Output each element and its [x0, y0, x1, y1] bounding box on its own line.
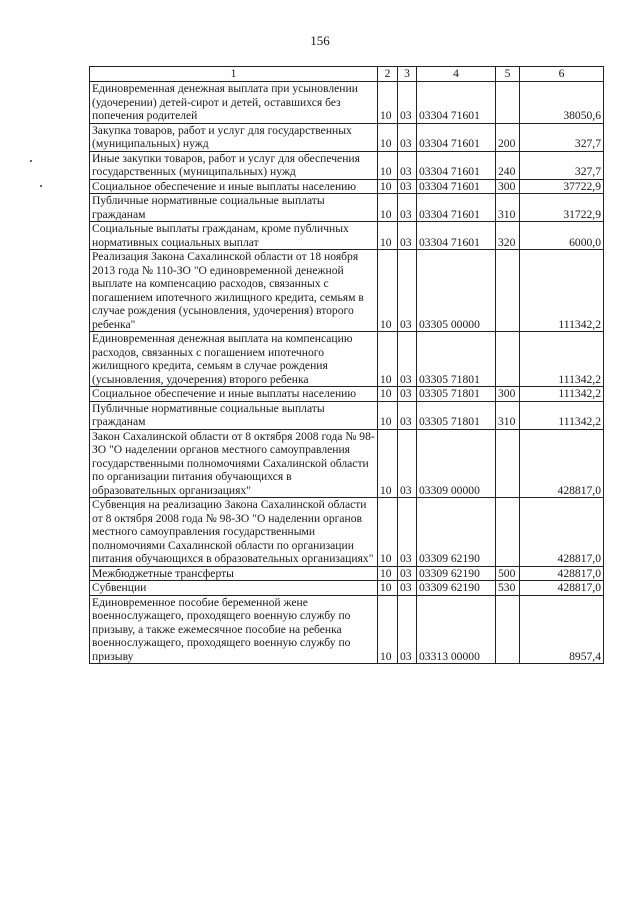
row-subsection: 03: [398, 151, 417, 179]
row-expense-type: 300: [496, 179, 520, 194]
table-row: [90, 123, 604, 151]
row-target-code: 03305 71801: [417, 332, 496, 387]
row-section: 10: [378, 566, 398, 581]
row-section: 10: [378, 250, 398, 332]
row-section: 10: [378, 595, 398, 664]
row-name: Субвенции: [90, 581, 378, 596]
header-cell: 4: [417, 67, 496, 82]
row-section: 10: [378, 194, 398, 222]
row-amount: 428817,0: [520, 581, 604, 596]
row-section: 10: [378, 401, 398, 429]
row-name: Межбюджетные трансферты: [90, 566, 378, 581]
header-cell: 6: [520, 67, 604, 82]
budget-table: [89, 66, 604, 664]
row-target-code: 03304 71601: [417, 194, 496, 222]
row-amount: 111342,2: [520, 401, 604, 429]
row-name: Публичные нормативные социальные выплаты гражданам: [90, 401, 378, 429]
table-row: [90, 595, 604, 664]
header-cell: 5: [496, 67, 520, 82]
row-target-code: 03304 71601: [417, 123, 496, 151]
row-amount: 6000,0: [520, 222, 604, 250]
row-subsection: 03: [398, 498, 417, 567]
row-amount: 37722,9: [520, 179, 604, 194]
row-subsection: 03: [398, 123, 417, 151]
row-name: Социальное обеспечение и иные выплаты населению: [90, 387, 378, 402]
row-name: Единовременное пособие беременной жене военнослужащего, проходящего военную службу по призыву, а также ежемесячное пособие на ребенка военнослужащего, проходящего военную службу по призыву: [90, 595, 378, 664]
row-section: 10: [378, 222, 398, 250]
scan-speck: [30, 160, 32, 162]
row-target-code: 03305 71801: [417, 401, 496, 429]
table-row: [90, 179, 604, 194]
row-amount: 327,7: [520, 123, 604, 151]
row-expense-type: 500: [496, 566, 520, 581]
row-name: Единовременная денежная выплата при усыновлении (удочерении) детей-сирот и детей, оставшихся без попечения родителей: [90, 82, 378, 124]
row-subsection: 03: [398, 222, 417, 250]
row-expense-type: [496, 429, 520, 498]
row-expense-type: 240: [496, 151, 520, 179]
table-header-row: [90, 67, 604, 82]
row-expense-type: 200: [496, 123, 520, 151]
row-subsection: 03: [398, 401, 417, 429]
row-section: 10: [378, 82, 398, 124]
row-name: Закон Сахалинской области от 8 октября 2008 года № 98-ЗО "О наделении органов местного самоуправления государственными полномочиями Сахалинской области по организации питания обучающихся в образовательных организациях": [90, 429, 378, 498]
row-target-code: 03304 71601: [417, 179, 496, 194]
row-subsection: 03: [398, 387, 417, 402]
table-row: [90, 498, 604, 567]
row-section: 10: [378, 179, 398, 194]
table-row: [90, 194, 604, 222]
row-name: Иные закупки товаров, работ и услуг для обеспечения государственных (муниципальных) нужд: [90, 151, 378, 179]
row-amount: 428817,0: [520, 498, 604, 567]
row-amount: 8957,4: [520, 595, 604, 664]
row-section: 10: [378, 151, 398, 179]
row-amount: 327,7: [520, 151, 604, 179]
row-subsection: 03: [398, 194, 417, 222]
row-expense-type: [496, 250, 520, 332]
header-cell: 3: [398, 67, 417, 82]
table-row: [90, 566, 604, 581]
row-target-code: 03305 71801: [417, 387, 496, 402]
row-amount: 428817,0: [520, 429, 604, 498]
row-subsection: 03: [398, 581, 417, 596]
row-expense-type: [496, 82, 520, 124]
table-row: [90, 429, 604, 498]
table-row: [90, 222, 604, 250]
row-expense-type: [496, 498, 520, 567]
row-target-code: 03309 62190: [417, 498, 496, 567]
row-section: 10: [378, 123, 398, 151]
row-section: 10: [378, 429, 398, 498]
row-target-code: 03309 00000: [417, 429, 496, 498]
row-amount: 428817,0: [520, 566, 604, 581]
table-row: [90, 387, 604, 402]
row-subsection: 03: [398, 595, 417, 664]
row-target-code: 03305 00000: [417, 250, 496, 332]
row-section: 10: [378, 581, 398, 596]
row-subsection: 03: [398, 332, 417, 387]
row-subsection: 03: [398, 250, 417, 332]
row-target-code: 03309 62190: [417, 566, 496, 581]
row-subsection: 03: [398, 82, 417, 124]
table-row: [90, 332, 604, 387]
row-amount: 111342,2: [520, 250, 604, 332]
row-target-code: 03304 71601: [417, 222, 496, 250]
row-amount: 38050,6: [520, 82, 604, 124]
scan-speck: [40, 185, 42, 187]
row-name: Реализация Закона Сахалинской области от 18 ноября 2013 года № 110-ЗО "О единовременной денежной выплате на компенсацию расходов, связанных с погашением ипотечного жилищного кредита, семьям в случае рождения (усыновления, удочерения) второго ребенка": [90, 250, 378, 332]
row-name: Социальное обеспечение и иные выплаты населению: [90, 179, 378, 194]
row-expense-type: 320: [496, 222, 520, 250]
row-expense-type: 530: [496, 581, 520, 596]
row-expense-type: [496, 595, 520, 664]
row-name: Социальные выплаты гражданам, кроме публичных нормативных социальных выплат: [90, 222, 378, 250]
table-row: [90, 151, 604, 179]
header-cell: 1: [90, 67, 378, 82]
table-row: [90, 82, 604, 124]
row-target-code: 03313 00000: [417, 595, 496, 664]
row-target-code: 03309 62190: [417, 581, 496, 596]
header-cell: 2: [378, 67, 398, 82]
row-amount: 31722,9: [520, 194, 604, 222]
row-name: Субвенция на реализацию Закона Сахалинской области от 8 октября 2008 года № 98-ЗО "О наделении органов местного самоуправления государственными полномочиями Сахалинской области по организации питания обучающихся в образовательных организациях": [90, 498, 378, 567]
row-name: Единовременная денежная выплата на компенсацию расходов, связанных с погашением ипотечного жилищного кредита, семьям в случае рождения (усыновления, удочерения) второго ребенка: [90, 332, 378, 387]
row-subsection: 03: [398, 566, 417, 581]
row-name: Закупка товаров, работ и услуг для государственных (муниципальных) нужд: [90, 123, 378, 151]
table-row: [90, 581, 604, 596]
row-subsection: 03: [398, 429, 417, 498]
row-expense-type: 310: [496, 401, 520, 429]
row-expense-type: [496, 332, 520, 387]
row-amount: 111342,2: [520, 332, 604, 387]
row-section: 10: [378, 332, 398, 387]
row-amount: 111342,2: [520, 387, 604, 402]
row-target-code: 03304 71601: [417, 151, 496, 179]
row-section: 10: [378, 387, 398, 402]
row-expense-type: 300: [496, 387, 520, 402]
page-number: 156: [310, 33, 330, 48]
row-subsection: 03: [398, 179, 417, 194]
table-row: [90, 250, 604, 332]
table-row: [90, 401, 604, 429]
row-target-code: 03304 71601: [417, 82, 496, 124]
row-expense-type: 310: [496, 194, 520, 222]
row-section: 10: [378, 498, 398, 567]
row-name: Публичные нормативные социальные выплаты гражданам: [90, 194, 378, 222]
